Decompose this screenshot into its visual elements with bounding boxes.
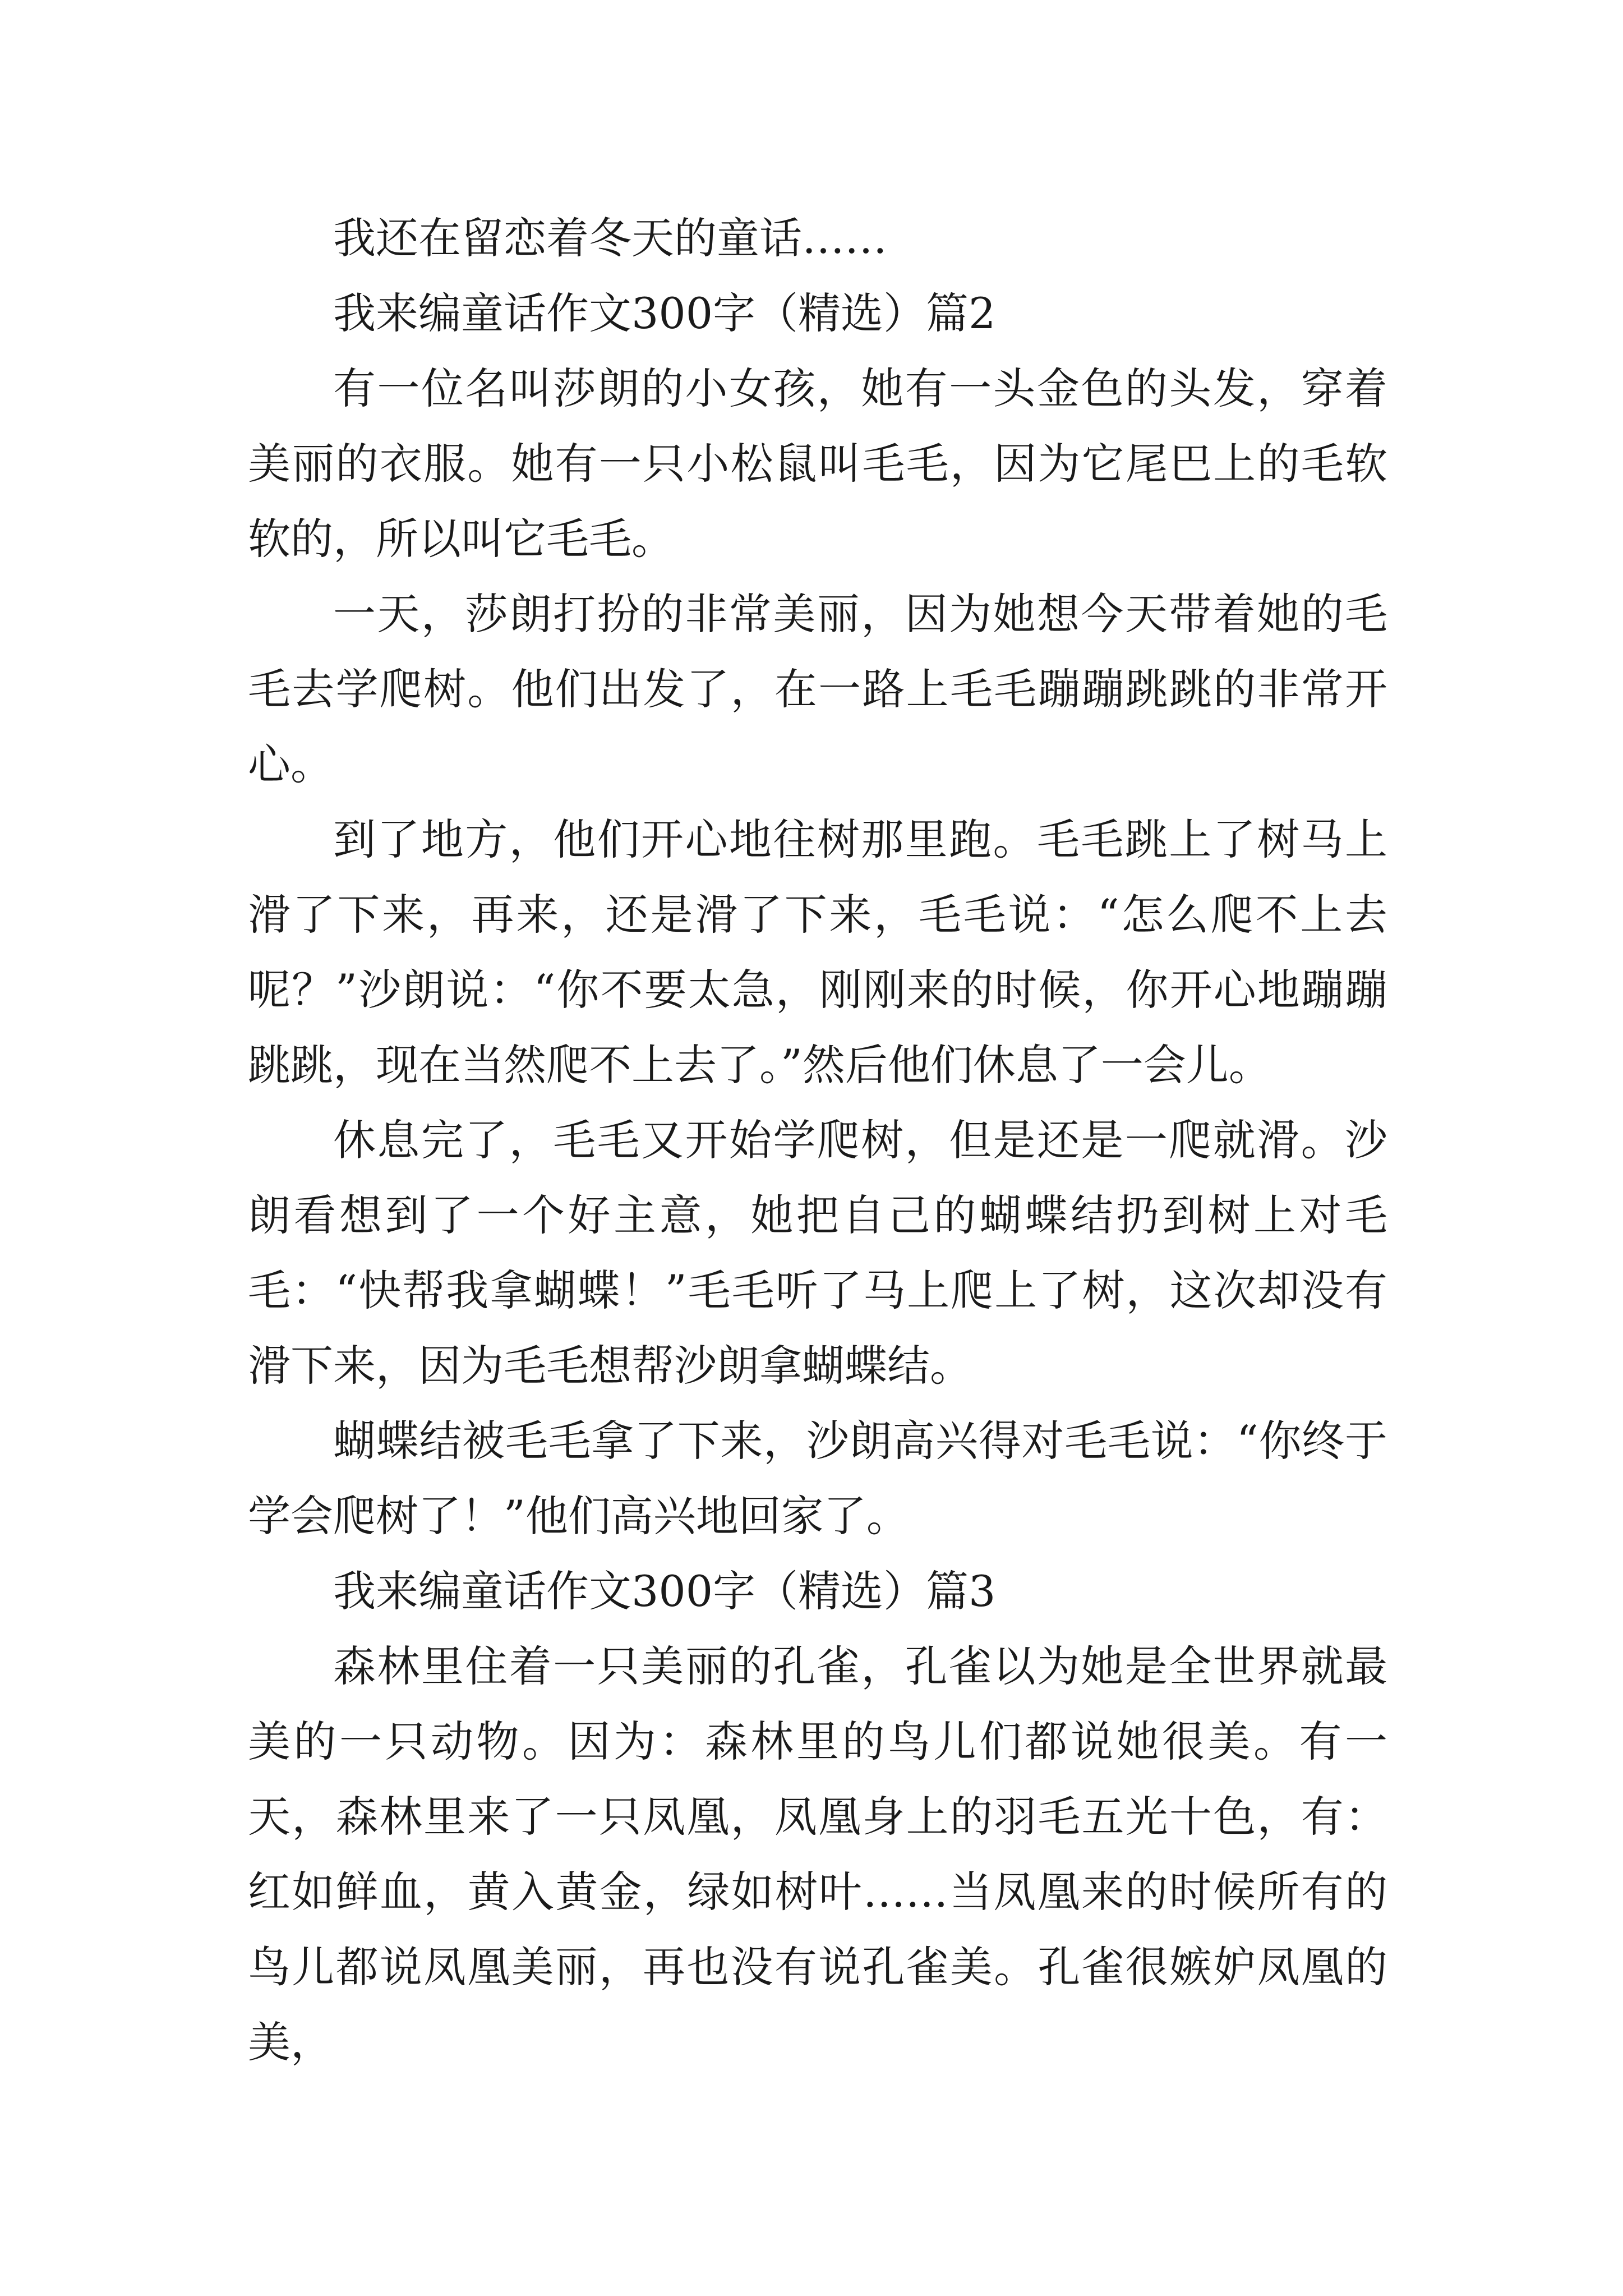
paragraph: 蝴蝶结被毛毛拿了下来，沙朗高兴得对毛毛说：“你终于学会爬树了！”他们高兴地回家了。 bbox=[248, 1416, 1387, 1541]
paragraph: 休息完了，毛毛又开始学爬树，但是还是一爬就滑。沙朗看想到了一个好主意，她把自己的蝴蝶结扔到树上对毛毛：“快帮我拿蝴蝶！”毛毛听了马上爬上了树，这次却没有滑下来，因为毛毛想帮沙朗拿蝴蝶结。 bbox=[248, 1115, 1387, 1391]
section-heading-part-2: 我来编童话作文300字（精选）篇2 bbox=[333, 288, 996, 338]
paragraph: 一天，莎朗打扮的非常美丽，因为她想今天带着她的毛毛去学爬树。他们出发了，在一路上毛毛蹦蹦跳跳的非常开心。 bbox=[248, 589, 1387, 789]
document-body bbox=[248, 201, 1387, 2080]
section-heading-part-3: 我来编童话作文300字（精选）篇3 bbox=[333, 1566, 996, 1616]
paragraph-closing-line: 我还在留恋着冬天的童话…… bbox=[333, 213, 887, 263]
paragraph: 到了地方，他们开心地往树那里跑。毛毛跳上了树马上滑了下来，再来，还是滑了下来，毛毛说：“怎么爬不上去呢？”沙朗说：“你不要太急，刚刚来的时候，你开心地蹦蹦跳跳，现在当然爬不上去了。”然后他们休息了一会儿。 bbox=[248, 815, 1387, 1090]
paragraph: 有一位名叫莎朗的小女孩，她有一头金色的头发，穿着美丽的衣服。她有一只小松鼠叫毛毛，因为它尾巴上的毛软软的，所以叫它毛毛。 bbox=[248, 364, 1387, 564]
paragraph: 森林里住着一只美丽的孔雀，孔雀以为她是全世界就最美的一只动物。因为：森林里的鸟儿们都说她很美。有一天，森林里来了一只凤凰，凤凰身上的羽毛五光十色，有：红如鲜血，黄入黄金，绿如树叶……当凤凰来的时候所有的鸟儿都说凤凰美丽，再也没有说孔雀美。孔雀很嫉妒凤凰的美， bbox=[248, 1641, 1387, 2067]
